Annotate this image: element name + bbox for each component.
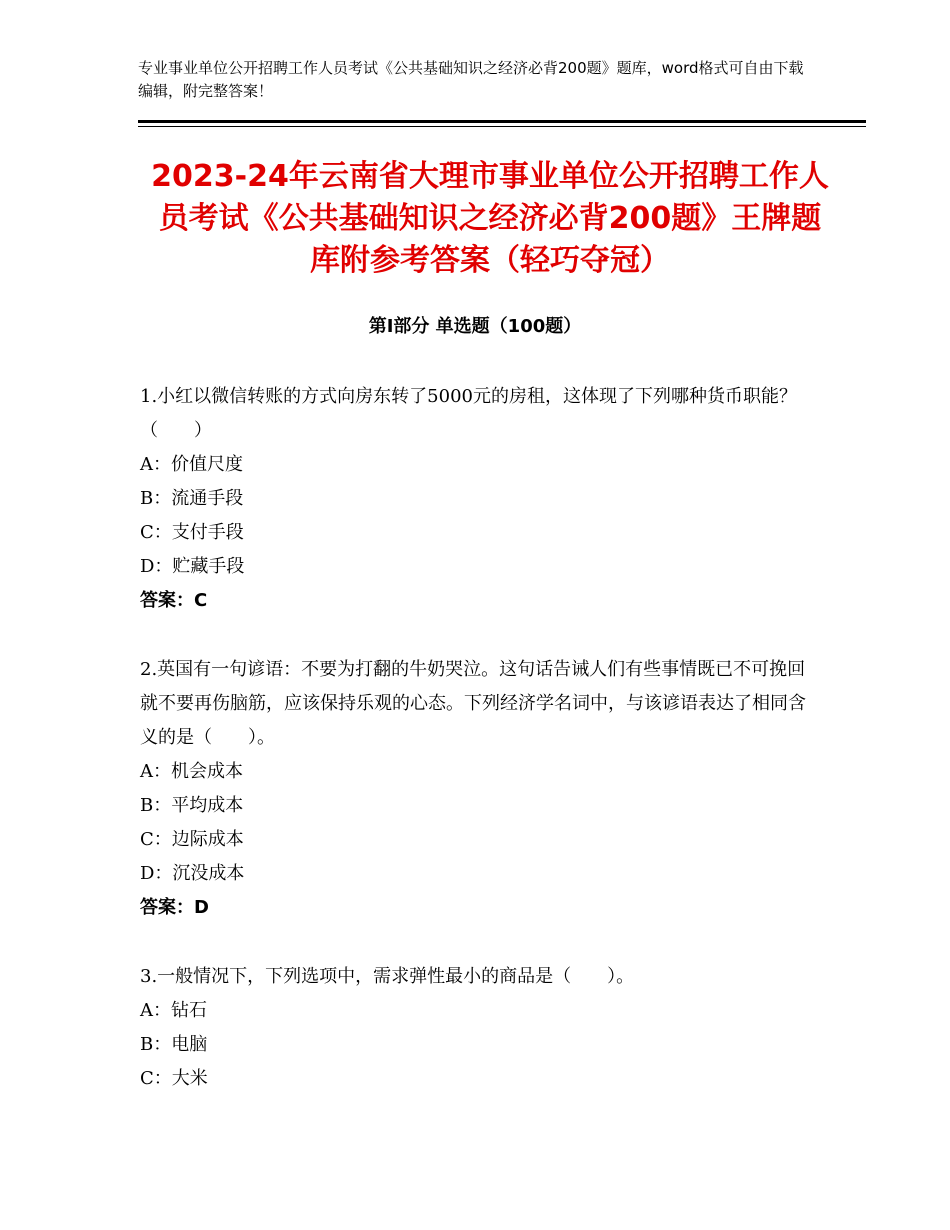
option-a: A：钻石	[140, 1000, 207, 1021]
option-a: A：机会成本	[140, 761, 243, 782]
section-heading: 第Ⅰ部分 单选题（100题）	[368, 316, 582, 337]
option-c: C：支付手段	[140, 522, 244, 543]
option-c: C：边际成本	[140, 829, 244, 850]
document-title: 2023-24年云南省大理市事业单位公开招聘工作人员考试《公共基础知识之经济必背200题》王牌题库附参考答案（轻巧夺冠）	[151, 159, 829, 278]
header-rule-thin	[138, 126, 866, 127]
header-rule-thick	[138, 120, 866, 123]
question-stem: 3.一般情况下，下列选项中，需求弹性最小的商品是（ ）。	[140, 966, 635, 987]
question-2	[140, 653, 810, 925]
question-3	[140, 960, 810, 1096]
question-stem: 2.英国有一句谚语：不要为打翻的牛奶哭泣。这句话告诫人们有些事情既已不可挽回就不要再伤脑筋，应该保持乐观的心态。下列经济学名词中，与该谚语表达了相同含义的是（ ）。	[140, 659, 806, 748]
page-header-text: 专业事业单位公开招聘工作人员考试《公共基础知识之经济必背200题》题库，word格式可自由下载编辑，附完整答案！	[138, 59, 804, 100]
question-1	[140, 380, 810, 618]
option-b: B：电脑	[140, 1034, 208, 1055]
answer: 答案：D	[140, 897, 209, 918]
option-d: D：贮藏手段	[140, 556, 245, 577]
option-c: C：大米	[140, 1068, 208, 1089]
option-d: D：沉没成本	[140, 863, 245, 884]
option-a: A：价值尺度	[140, 454, 243, 475]
question-stem: 1.小红以微信转账的方式向房东转了5000元的房租，这体现了下列哪种货币职能？（ ）	[140, 386, 797, 441]
option-b: B：平均成本	[140, 795, 244, 816]
option-b: B：流通手段	[140, 488, 244, 509]
answer: 答案：C	[140, 590, 208, 611]
